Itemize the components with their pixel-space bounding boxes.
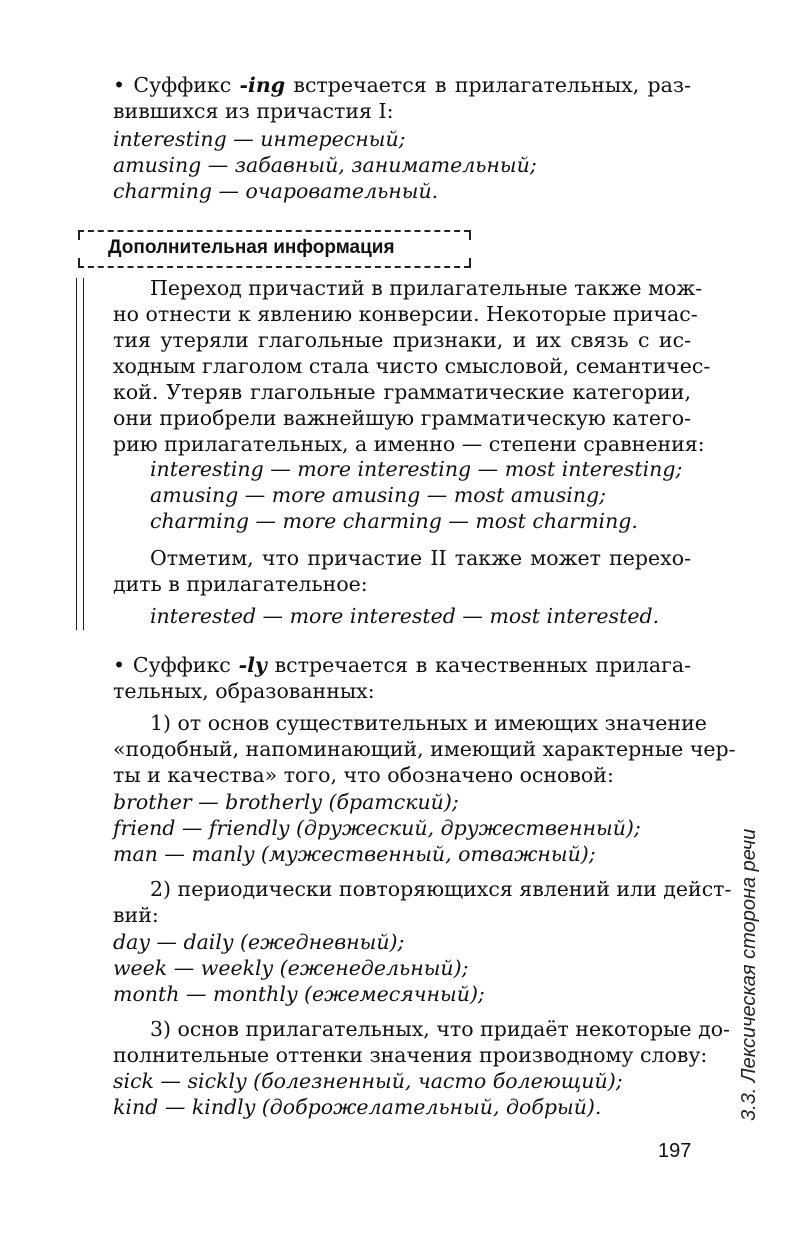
- example-line: interesting — интересный;: [113, 127, 406, 151]
- paragraph-line: рию прилагательных, а именно — степени сравнения:: [113, 432, 705, 456]
- paragraph-line: тельных, образованных:: [113, 679, 375, 703]
- paragraph-line: • Суффикс -ly встречается в качественных прилага-: [113, 653, 691, 677]
- paragraph-line: ты и качества» того, что обозначено основой:: [113, 763, 614, 787]
- paragraph-line: дить в прилагательное:: [113, 572, 368, 596]
- info-box-corner: [78, 258, 80, 268]
- example-line: charming — очаровательный.: [113, 179, 439, 203]
- example-line: sick — sickly (болезненный, часто болеющий);: [113, 1069, 623, 1093]
- paragraph-line: но отнести к явлению конверсии. Некоторые причас-: [113, 302, 698, 326]
- info-box-corner: [469, 258, 471, 268]
- example-line: amusing — забавный, занимательный;: [113, 153, 537, 177]
- example-line: month — monthly (ежемесячный);: [113, 982, 485, 1006]
- side-caption: 3.3. Лексическая сторона речи: [738, 828, 760, 1121]
- paragraph-line: они приобрели важнейшую грамматическую катего-: [113, 406, 691, 430]
- example-line: week — weekly (еженедельный);: [113, 956, 469, 980]
- paragraph-line: вившихся из причастия I:: [113, 99, 394, 123]
- paragraph-line: 1) от основ существительных и имеющих значение: [150, 711, 707, 735]
- example-line: kind — kindly (доброжелательный, добрый).: [113, 1095, 602, 1119]
- paragraph-line: Переход причастий в прилагательные также мож-: [150, 276, 703, 300]
- example-line: man — manly (мужественный, отважный);: [113, 842, 596, 866]
- example-line: amusing — more amusing — most amusing;: [150, 483, 607, 507]
- example-line: interesting — more interesting — most interesting;: [150, 457, 683, 481]
- info-box-bottom-border: [78, 266, 470, 268]
- example-line: brother — brotherly (братский);: [113, 790, 459, 814]
- paragraph-line: тия утеряли глагольные признаки, и их связь с ис-: [113, 328, 691, 352]
- paragraph-line: Отметим, что причастие II также может перехо-: [150, 546, 691, 570]
- example-line: friend — friendly (дружеский, дружественный);: [113, 816, 641, 840]
- info-box-title: Дополнительная информация: [108, 237, 395, 258]
- info-box-side-rule: [76, 278, 84, 630]
- paragraph-line: 2) периодически повторяющихся явлений или дейст-: [150, 877, 732, 901]
- paragraph-line: полнительные оттенки значения производному слову:: [113, 1043, 708, 1067]
- paragraph-line: «подобный, напоминающий, имеющий характерные чер-: [113, 737, 736, 761]
- example-line: day — daily (ежедневный);: [113, 930, 405, 954]
- paragraph-line: • Суффикс -ing встречается в прилагательных, раз-: [113, 73, 691, 97]
- page-number: 197: [658, 1140, 692, 1162]
- example-line: charming — more charming — most charming.: [150, 509, 638, 533]
- paragraph-line: кой. Утеряв глагольные грамматические категории,: [113, 380, 691, 404]
- info-box-corner: [78, 230, 80, 240]
- paragraph-line: вий:: [113, 903, 159, 927]
- info-box-top-border: [78, 230, 470, 232]
- paragraph-line: 3) основ прилагательных, что придаёт некоторые до-: [150, 1017, 730, 1041]
- example-line: interested — more interested — most interested.: [150, 604, 660, 628]
- paragraph-line: ходным глаголом стала чисто смысловой, семантичес-: [113, 354, 711, 378]
- info-box-corner: [469, 230, 471, 240]
